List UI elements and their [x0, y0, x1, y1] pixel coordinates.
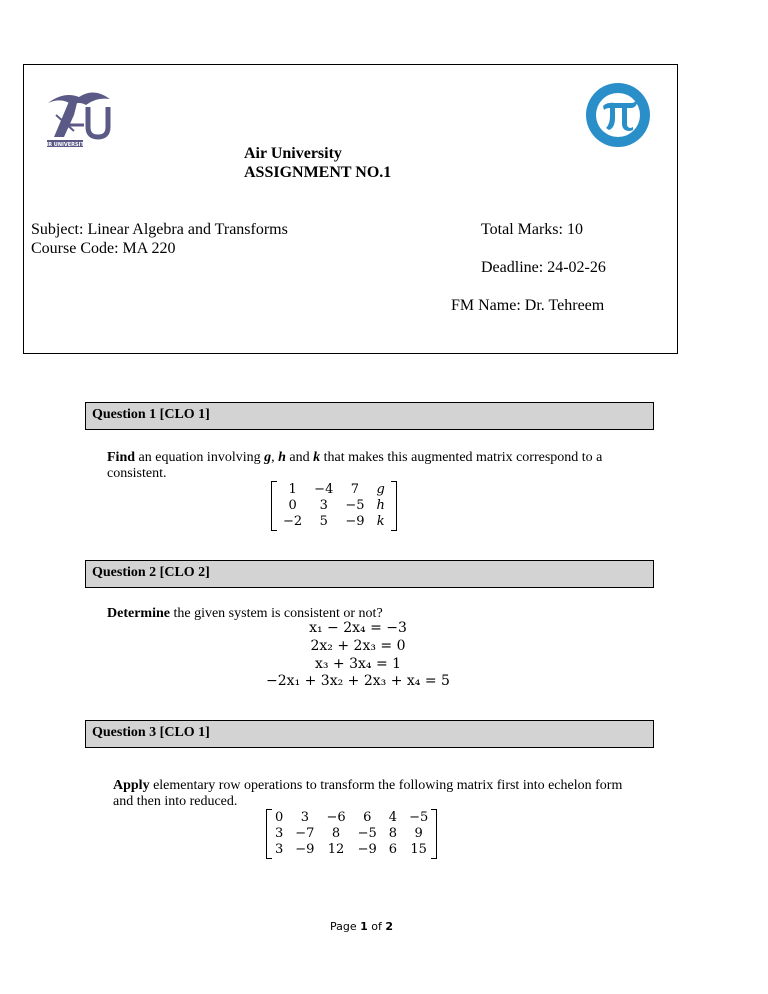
question-1-header — [85, 402, 654, 430]
total-marks: Total Marks: 10 — [481, 221, 583, 238]
question-3-title: Question 3 [CLO 1] — [92, 725, 210, 740]
question-1-title: Question 1 [CLO 1] — [92, 407, 210, 422]
logo-text: AIR UNIVERSITY — [44, 142, 88, 148]
q2-verb: Determine — [107, 606, 170, 621]
page-number: Page 1 of 2 — [330, 920, 394, 933]
q2-equation-3: x₃ + 3x₄ = 1 — [314, 656, 402, 672]
q3-matrix: 0 3 −6 6 4 −5 3 −7 8 −5 8 9 3 −9 12 −9 6 15 — [266, 809, 437, 859]
question-3-text: Apply elementary row operations to transform the following matrix first into echelon form and then into reduced. — [113, 778, 623, 809]
question-2-header — [85, 560, 654, 588]
question-3-header — [85, 720, 654, 748]
q1-augmented-matrix: 1 −4 7 g 0 3 −5 h −2 5 −9 k — [271, 481, 397, 531]
course-code: Course Code: MA 220 — [31, 240, 176, 257]
q2-equation-4: −2x₁ + 3x₂ + 2x₃ + x₄ = 5 — [266, 673, 450, 689]
math-department-seal — [585, 82, 651, 148]
question-2-title: Question 2 [CLO 2] — [92, 565, 210, 580]
air-university-logo — [44, 85, 114, 150]
assignment-title: ASSIGNMENT NO.1 — [244, 164, 392, 181]
deadline: Deadline: 24-02-26 — [481, 259, 606, 276]
fm-name: FM Name: Dr. Tehreem — [451, 297, 605, 314]
question-1-text: Find an equation involving g, h and k that makes this augmented matrix correspond to a consistent. — [107, 450, 603, 481]
university-name: Air University — [244, 145, 342, 162]
question-2-text: Determine the given system is consistent or not? — [107, 606, 383, 621]
q1-verb: Find — [107, 450, 136, 465]
subject-line: Subject: Linear Algebra and Transforms — [31, 221, 288, 238]
q3-verb: Apply — [113, 778, 150, 793]
q2-equation-2: 2x₂ + 2x₃ = 0 — [310, 638, 406, 654]
q2-equation-1: x₁ − 2x₄ = −3 — [309, 620, 407, 636]
